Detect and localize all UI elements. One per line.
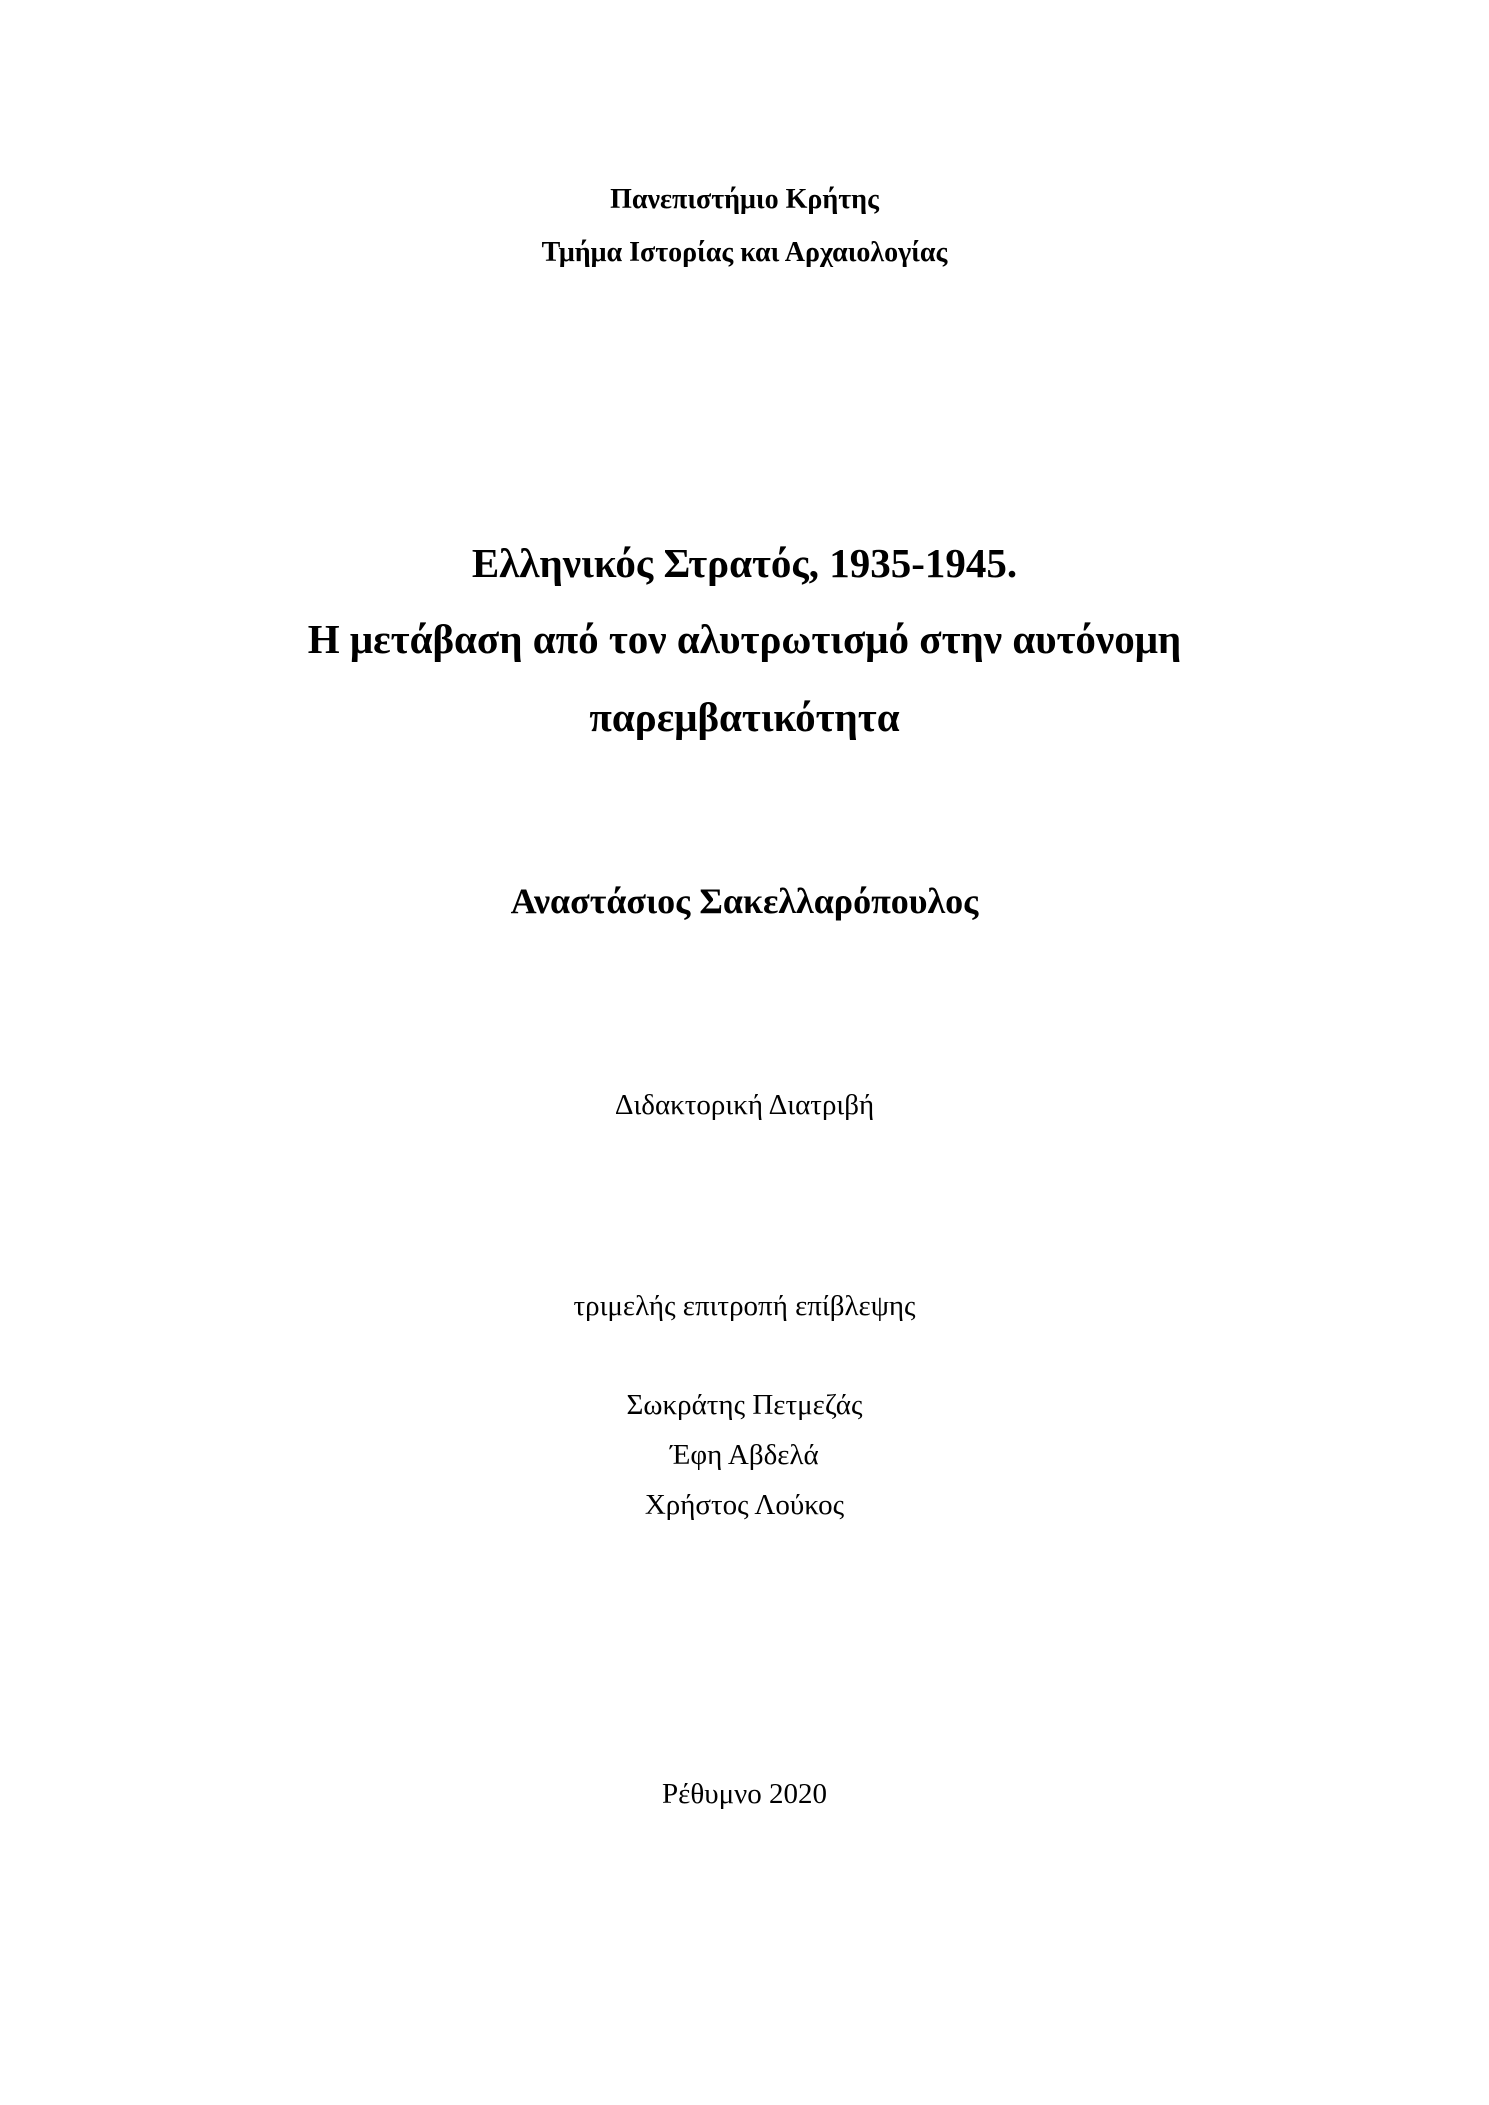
department-name: Τμήμα Ιστορίας και Αρχαιολογίας [541,237,948,268]
committee-member: Έφη Αβδελά [670,1439,819,1471]
thesis-title-line: Ελληνικός Στρατός, 1935-1945. [471,540,1018,586]
thesis-title-line: παρεμβατικότητα [589,694,900,740]
place-and-year: Ρέθυμνο 2020 [662,1778,827,1810]
committee-heading: τριμελής επιτροπή επίβλεψης [573,1290,916,1322]
university-name: Πανεπιστήμιο Κρήτης [610,184,879,215]
committee-member: Χρήστος Λούκος [644,1489,845,1521]
thesis-title-line: Η μετάβαση από τον αλυτρωτισμό στην αυτόνομη [307,616,1182,662]
committee-member: Σωκράτης Πετμεζάς [626,1389,863,1421]
document-type: Διδακτορική Διατριβή [614,1089,875,1121]
author-name: Αναστάσιος Σακελλαρόπουλος [510,881,979,921]
